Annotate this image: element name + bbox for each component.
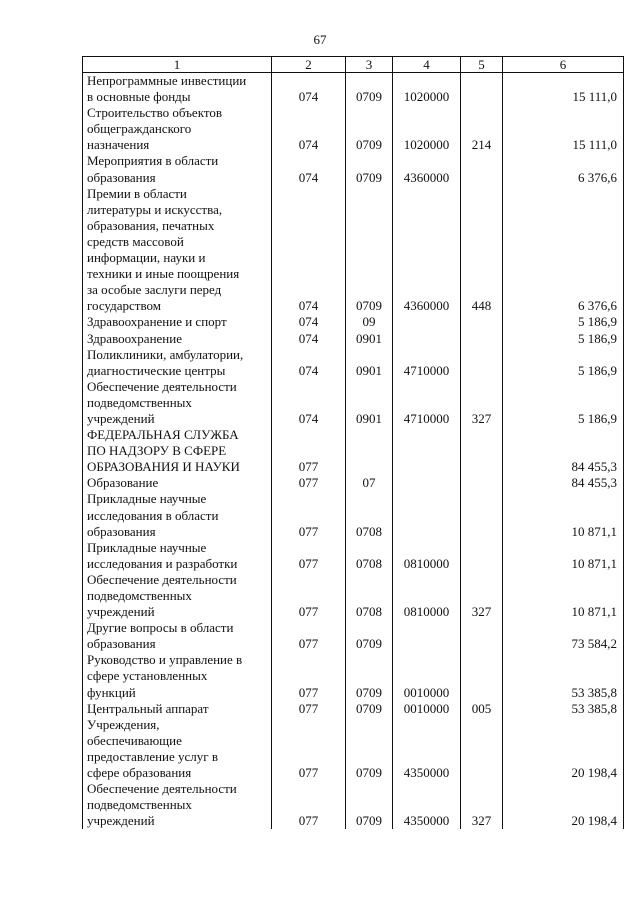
row-name	[83, 701, 272, 717]
row-name	[83, 620, 272, 652]
table-row	[83, 717, 624, 781]
target-item-code	[393, 620, 461, 652]
expense-type-code: 214	[461, 105, 503, 153]
row-name-line: Здравоохранение и спорт	[87, 314, 227, 330]
amount: 5 186,9	[503, 347, 624, 379]
amount: 84 455,3	[503, 475, 624, 491]
table-row	[83, 427, 624, 475]
table-row	[83, 540, 624, 572]
row-name	[83, 491, 272, 539]
table-row	[83, 491, 624, 539]
row-name-line: Обеспечение деятельности	[87, 378, 237, 394]
row-name-line: образования	[87, 636, 156, 652]
target-item-code: 0810000	[393, 572, 461, 620]
table-row	[83, 331, 624, 347]
section-code: 07	[346, 475, 393, 491]
target-item-code	[393, 475, 461, 491]
row-name-line: назначения	[87, 137, 150, 153]
department-code: 074	[272, 153, 346, 185]
row-name-line: учреждений	[87, 813, 155, 829]
department-code: 077	[272, 572, 346, 620]
target-item-code: 4360000	[393, 153, 461, 185]
amount: 10 871,1	[503, 572, 624, 620]
expense-type-code	[461, 347, 503, 379]
row-name-line: в основные фонды	[87, 89, 191, 105]
expense-type-code	[461, 314, 503, 330]
row-name	[83, 186, 272, 315]
table-row	[83, 347, 624, 379]
amount: 53 385,8	[503, 701, 624, 717]
target-item-code	[393, 491, 461, 539]
department-code: 074	[272, 331, 346, 347]
target-item-code	[393, 427, 461, 475]
section-code: 09	[346, 314, 393, 330]
table-row	[83, 379, 624, 427]
department-code: 077	[272, 427, 346, 475]
table-row	[83, 572, 624, 620]
department-code: 074	[272, 314, 346, 330]
row-name-line: общегражданского	[87, 121, 192, 137]
row-name	[83, 475, 272, 491]
column-header: 5	[461, 57, 503, 73]
row-name	[83, 540, 272, 572]
row-name-line: информации, науки и	[87, 250, 206, 266]
expense-type-code: 327	[461, 572, 503, 620]
table-row	[83, 314, 624, 330]
target-item-code: 4350000	[393, 717, 461, 781]
amount: 10 871,1	[503, 540, 624, 572]
row-name	[83, 652, 272, 700]
amount: 20 198,4	[503, 781, 624, 829]
row-name-line: Образование	[87, 475, 159, 491]
section-code: 0708	[346, 572, 393, 620]
table-row	[83, 652, 624, 700]
row-name	[83, 331, 272, 347]
row-name-line: сфере образования	[87, 765, 192, 781]
section-code: 0709	[346, 186, 393, 315]
row-name-line: средств массовой	[87, 233, 184, 249]
section-code: 0709	[346, 105, 393, 153]
row-name-line: ФЕДЕРАЛЬНАЯ СЛУЖБА	[87, 427, 239, 443]
column-header: 1	[83, 57, 272, 73]
row-name-line: функций	[87, 684, 136, 700]
row-name-line: Обеспечение деятельности	[87, 781, 237, 797]
amount: 5 186,9	[503, 314, 624, 330]
table-row	[83, 701, 624, 717]
row-name	[83, 427, 272, 475]
table-row	[83, 105, 624, 153]
budget-table	[82, 56, 624, 829]
row-name-line: Прикладные научные	[87, 539, 207, 555]
row-name-line: Центральный аппарат	[87, 700, 209, 716]
row-name-line: диагностические центры	[87, 362, 226, 378]
expense-type-code	[461, 153, 503, 185]
department-code: 077	[272, 540, 346, 572]
column-header: 3	[346, 57, 393, 73]
expense-type-code	[461, 717, 503, 781]
table-row	[83, 781, 624, 829]
row-name-line: Прикладные научные	[87, 491, 207, 507]
row-name-line: ПО НАДЗОРУ В СФЕРЕ	[87, 443, 227, 459]
amount: 20 198,4	[503, 717, 624, 781]
row-name-line: образования	[87, 169, 156, 185]
amount: 5 186,9	[503, 331, 624, 347]
amount: 10 871,1	[503, 491, 624, 539]
expense-type-code	[461, 427, 503, 475]
section-code: 0901	[346, 331, 393, 347]
expense-type-code	[461, 491, 503, 539]
department-code: 074	[272, 186, 346, 315]
target-item-code: 4350000	[393, 781, 461, 829]
table-row	[83, 73, 624, 106]
section-code	[346, 427, 393, 475]
department-code: 077	[272, 475, 346, 491]
row-name	[83, 572, 272, 620]
row-name	[83, 347, 272, 379]
department-code: 077	[272, 701, 346, 717]
target-item-code: 4360000	[393, 186, 461, 315]
row-name	[83, 153, 272, 185]
target-item-code: 0810000	[393, 540, 461, 572]
target-item-code	[393, 331, 461, 347]
target-item-code: 0010000	[393, 652, 461, 700]
row-name	[83, 781, 272, 829]
target-item-code: 0010000	[393, 701, 461, 717]
section-code: 0901	[346, 347, 393, 379]
row-name	[83, 314, 272, 330]
section-code: 0709	[346, 652, 393, 700]
row-name-line: ОБРАЗОВАНИЯ И НАУКИ	[87, 459, 240, 475]
department-code: 074	[272, 105, 346, 153]
row-name	[83, 717, 272, 781]
amount: 6 376,6	[503, 153, 624, 185]
row-name-line: Поликлиники, амбулатории,	[87, 346, 244, 362]
row-name-line: подведомственных	[87, 797, 192, 813]
table-row	[83, 186, 624, 315]
department-code: 077	[272, 652, 346, 700]
row-name-line: учреждений	[87, 410, 155, 426]
section-code: 0709	[346, 153, 393, 185]
row-name	[83, 379, 272, 427]
department-code: 077	[272, 491, 346, 539]
row-name-line: Непрограммные инвестиции	[87, 73, 247, 88]
row-name-line: Руководство и управление в	[87, 652, 243, 668]
row-name-line: учреждений	[87, 604, 155, 620]
amount: 6 376,6	[503, 186, 624, 315]
section-code: 0709	[346, 73, 393, 106]
target-item-code	[393, 314, 461, 330]
section-code: 0709	[346, 620, 393, 652]
section-code: 0709	[346, 781, 393, 829]
table-header-row	[83, 57, 624, 73]
department-code: 077	[272, 717, 346, 781]
column-header: 2	[272, 57, 346, 73]
table-row	[83, 475, 624, 491]
column-header: 4	[393, 57, 461, 73]
row-name-line: Строительство объектов	[87, 105, 222, 121]
row-name-line: исследования и разработки	[87, 555, 238, 571]
row-name-line: Учреждения,	[87, 716, 160, 732]
row-name-line: подведомственных	[87, 588, 192, 603]
amount: 5 186,9	[503, 379, 624, 427]
expense-type-code: 005	[461, 701, 503, 717]
department-code: 077	[272, 781, 346, 829]
row-name-line: государством	[87, 298, 161, 314]
table-body	[83, 73, 624, 830]
expense-type-code: 327	[461, 379, 503, 427]
department-code: 074	[272, 73, 346, 106]
target-item-code: 1020000	[393, 105, 461, 153]
section-code: 0709	[346, 717, 393, 781]
section-code: 0708	[346, 540, 393, 572]
expense-type-code: 448	[461, 186, 503, 315]
expense-type-code	[461, 331, 503, 347]
row-name-line: Премии в области	[87, 185, 187, 201]
section-code: 0708	[346, 491, 393, 539]
row-name-line: предоставление услуг в	[87, 748, 219, 764]
expense-type-code	[461, 652, 503, 700]
department-code: 074	[272, 347, 346, 379]
row-name-line: образования	[87, 523, 156, 539]
target-item-code: 1020000	[393, 73, 461, 106]
amount: 84 455,3	[503, 427, 624, 475]
row-name-line: техники и иные поощрения	[87, 266, 240, 282]
expense-type-code: 327	[461, 781, 503, 829]
target-item-code: 4710000	[393, 379, 461, 427]
expense-type-code	[461, 73, 503, 106]
table-row	[83, 620, 624, 652]
row-name-line: Здравоохранение	[87, 330, 182, 346]
expense-type-code	[461, 540, 503, 572]
row-name-line: сфере установленных	[87, 668, 208, 684]
row-name-line: Обеспечение деятельности	[87, 571, 237, 587]
row-name-line: за особые заслуги перед	[87, 282, 222, 298]
section-code: 0709	[346, 701, 393, 717]
row-name	[83, 73, 272, 106]
department-code: 074	[272, 379, 346, 427]
amount: 53 385,8	[503, 652, 624, 700]
row-name-line: подведомственных	[87, 394, 192, 410]
row-name-line: исследования в области	[87, 507, 219, 523]
row-name-line: литературы и искусства,	[87, 201, 223, 217]
amount: 15 111,0	[503, 73, 624, 106]
amount: 15 111,0	[503, 105, 624, 153]
row-name-line: обеспечивающие	[87, 732, 182, 748]
expense-type-code	[461, 475, 503, 491]
section-code: 0901	[346, 379, 393, 427]
department-code: 077	[272, 620, 346, 652]
amount: 73 584,2	[503, 620, 624, 652]
expense-type-code	[461, 620, 503, 652]
column-header: 6	[503, 57, 624, 73]
table-row	[83, 153, 624, 185]
row-name	[83, 105, 272, 153]
row-name-line: Другие вопросы в области	[87, 620, 234, 636]
row-name-line: Мероприятия в области	[87, 153, 219, 169]
row-name-line: образования, печатных	[87, 217, 215, 233]
target-item-code: 4710000	[393, 347, 461, 379]
page-number: 67	[313, 32, 327, 47]
